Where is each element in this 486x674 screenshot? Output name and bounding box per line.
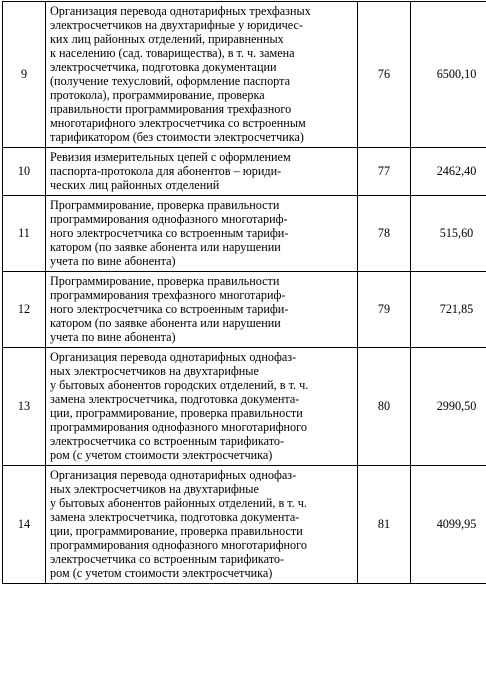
description-line: программирования трехфазного многотариф- (50, 288, 286, 302)
description-line: программирования однофазного многотарифного (50, 420, 307, 434)
description-line: многотарифного электросчетчика со встроенным (50, 116, 306, 130)
description-line: у бытовых абонентов районных отделений, в т. ч. (50, 496, 307, 510)
row-code-cell: 79 (358, 272, 411, 348)
row-price-cell: 6500,10 (411, 2, 486, 148)
table-row (3, 2, 486, 148)
description-line: Организация перевода однотарифных трехфазных (50, 4, 311, 18)
row-price-cell: 4099,95 (411, 466, 486, 584)
description-line: Программирование, проверка правильности (50, 274, 280, 288)
description-line: Организация перевода однотарифных однофаз- (50, 350, 297, 364)
table-row (3, 348, 486, 466)
description-line: Организация перевода однотарифных однофаз- (50, 468, 297, 482)
description-line: ции, программирование, проверка правильности (50, 524, 303, 538)
row-description-cell (46, 272, 358, 348)
row-description-cell (46, 196, 358, 272)
description-line: замена электросчетчика, подготовка документа- (50, 510, 300, 524)
description-line: Программирование, проверка правильности (50, 198, 280, 212)
description-line: электросчетчика со встроенным тарификато- (50, 434, 285, 448)
row-number-cell: 9 (3, 2, 46, 148)
description-line: ных электросчетчиков на двухтарифные (50, 364, 259, 378)
description-line: электросчетчика, подготовка документации (50, 60, 277, 74)
row-code-cell: 78 (358, 196, 411, 272)
description-line: учета по вине абонента) (50, 254, 176, 268)
description-line: ного электросчетчика со встроенным тарифи- (50, 302, 289, 316)
row-price-cell: 2462,40 (411, 148, 486, 196)
table-row (3, 148, 486, 196)
row-code-cell: 80 (358, 348, 411, 466)
row-number-cell: 14 (3, 466, 46, 584)
row-price-cell: 515,60 (411, 196, 486, 272)
description-line: программирования однофазного многотарифного (50, 538, 307, 552)
row-code-cell: 81 (358, 466, 411, 584)
price-table (2, 1, 486, 584)
row-number-cell: 11 (3, 196, 46, 272)
description-line: ции, программирование, проверка правильности (50, 406, 303, 420)
row-description-cell (46, 348, 358, 466)
description-line: программирования однофазного многотариф- (50, 212, 288, 226)
description-line: замена электросчетчика, подготовка документа- (50, 392, 300, 406)
description-line: протокола), программирование, проверка (50, 88, 265, 102)
description-line: ром (с учетом стоимости электросчетчика) (50, 566, 273, 580)
table-row (3, 466, 486, 584)
description-line: ного электросчетчика со встроенным тарифи- (50, 226, 289, 240)
description-line: ческих лиц районных отделений (50, 178, 220, 192)
description-line: паспорта-протокола для абонентов – юриди- (50, 164, 282, 178)
table-body (3, 2, 486, 584)
row-number-cell: 10 (3, 148, 46, 196)
row-price-cell: 721,85 (411, 272, 486, 348)
description-line: (получение техусловий, оформление паспорта (50, 74, 290, 88)
row-description-cell (46, 2, 358, 148)
row-number-cell: 12 (3, 272, 46, 348)
description-line: ром (с учетом стоимости электросчетчика) (50, 448, 273, 462)
description-line: к населению (сад. товарищества), в т. ч. замена (50, 46, 295, 60)
row-code-cell: 76 (358, 2, 411, 148)
description-line: Ревизия измерительных цепей с оформлением (50, 150, 291, 164)
description-line: катором (по заявке абонента или нарушении (50, 316, 281, 330)
row-code-cell: 77 (358, 148, 411, 196)
row-description-cell (46, 148, 358, 196)
description-line: учета по вине абонента) (50, 330, 176, 344)
description-line: ных электросчетчиков на двухтарифные (50, 482, 259, 496)
description-line: правильности программирования трехфазного (50, 102, 292, 116)
description-line: тарификатором (без стоимости электросчетчика) (50, 130, 304, 144)
description-line: электросчетчиков на двухтарифные у юридичес- (50, 18, 303, 32)
description-line: у бытовых абонентов городских отделений, в т. ч. (50, 378, 309, 392)
table-row (3, 272, 486, 348)
description-line: электросчетчика со встроенным тарификато- (50, 552, 285, 566)
description-line: катором (по заявке абонента или нарушении (50, 240, 281, 254)
row-price-cell: 2990,50 (411, 348, 486, 466)
row-number-cell: 13 (3, 348, 46, 466)
description-line: ких лиц районных отделений, приравненных (50, 32, 284, 46)
table-row (3, 196, 486, 272)
row-description-cell (46, 466, 358, 584)
